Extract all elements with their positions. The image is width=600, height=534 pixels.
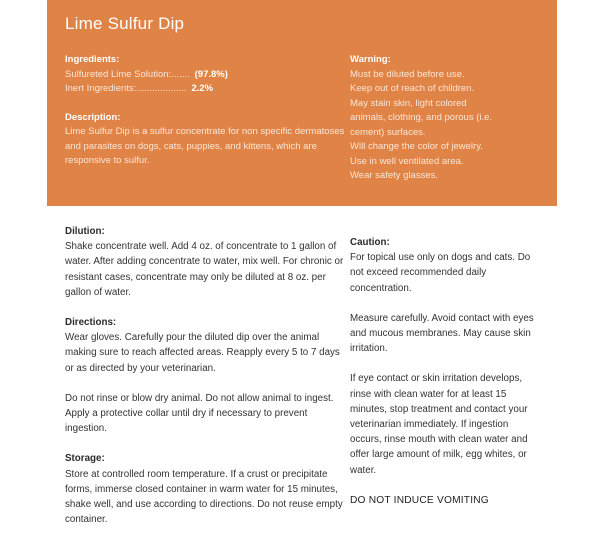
body-left-column: [65, 224, 350, 527]
caution-label: Caution:: [350, 237, 390, 248]
warning-line: May stain skin, light colored: [350, 97, 467, 109]
directions-paragraph-2: Do not rinse or blow dry animal. Do not allow animal to ingest. Apply a protective collar until dry if necessary to prevent ingestion.: [65, 392, 334, 435]
body-section: [47, 206, 557, 527]
ingredient-row: [65, 82, 350, 97]
description-text: Lime Sulfur Dip is a sulfur concentrate for non specific dermatoses and parasites on dogs, cats, puppies, and kittens, which are responsive to sulfur.: [65, 126, 345, 167]
dilution-section: [65, 224, 350, 300]
header-right-column: [350, 53, 539, 184]
description-label: Description:: [65, 111, 121, 123]
caution-paragraph-1: For topical use only on dogs and cats. Do not exceed recommended daily concentration.: [350, 252, 531, 294]
storage-text: Store at controlled room temperature. If a crust or precipitate forms, immerse closed container in warm water for 15 minutes, shake well, and use according to directions. Do not reuse empty container.: [65, 468, 343, 526]
ingredient-value: 2.2%: [191, 83, 214, 95]
caution-paragraph-3: If eye contact or skin irritation develops, rinse with clean water for at least 15 minutes, stop treatment and contact your veterinarian immediately. If ingestion occurs, rinse mouth with clean water and offer large amount of milk, egg whites, or water.: [350, 373, 528, 476]
dilution-label: Dilution:: [65, 226, 105, 237]
do-not-induce-vomiting-notice: DO NOT INDUCE VOMITING: [350, 494, 489, 506]
spacer: [65, 376, 350, 391]
directions-label: Directions:: [65, 317, 117, 329]
spacer: [350, 296, 539, 311]
warning-line: Use in well ventilated area.: [350, 155, 464, 167]
header-panel: [47, 0, 557, 206]
storage-section: [65, 451, 350, 527]
ingredient-value: (97.8%): [194, 68, 228, 80]
header-columns: [65, 53, 539, 184]
ingredient-row: [65, 68, 350, 83]
directions-section: [65, 315, 350, 436]
ingredients-section: [65, 53, 350, 97]
caution-paragraph-2: Measure carefully. Avoid contact with eyes and mucous membranes. May cause skin irritation.: [350, 312, 534, 355]
warning-line: cement) surfaces.: [350, 126, 426, 138]
warning-label: Warning:: [350, 54, 391, 66]
warning-line: Must be diluted before use.: [350, 68, 465, 80]
warning-section: [350, 53, 539, 184]
warning-line: Keep out of reach of children.: [350, 83, 475, 95]
page-title: Lime Sulfur Dip: [65, 14, 185, 33]
ingredient-name: Inert Ingredients:...................: [65, 83, 187, 95]
header-left-column: [65, 53, 350, 169]
warning-line: Wear safety glasses.: [350, 170, 439, 182]
spacer: [65, 436, 350, 451]
spacer: [350, 478, 539, 493]
dilution-text: Shake concentrate well. Add 4 oz. of concentrate to 1 gallon of water. After adding concentrate to water, mix well. For chronic or resistant cases, concentrate may only be diluted at 8 oz. per gallon of water.: [65, 241, 344, 298]
ingredients-label: Ingredients:: [65, 54, 120, 66]
description-section: [65, 111, 350, 169]
spacer: [65, 97, 350, 111]
body-right-column: [350, 224, 539, 508]
storage-label: Storage:: [65, 453, 105, 465]
spacer: [65, 300, 350, 315]
warning-line: animals, clothing, and porous (i.e.: [350, 112, 493, 124]
caution-section: [350, 235, 539, 508]
directions-paragraph-1: Wear gloves. Carefully pour the diluted dip over the animal making sure to reach affected areas. Reapply every 5 to 7 days or as directed by your veterinarian.: [65, 332, 340, 374]
ingredient-name: Sulfureted Lime Solution:.......: [65, 68, 190, 80]
spacer: [350, 356, 539, 371]
warning-line: Will change the color of jewelry.: [350, 141, 483, 153]
